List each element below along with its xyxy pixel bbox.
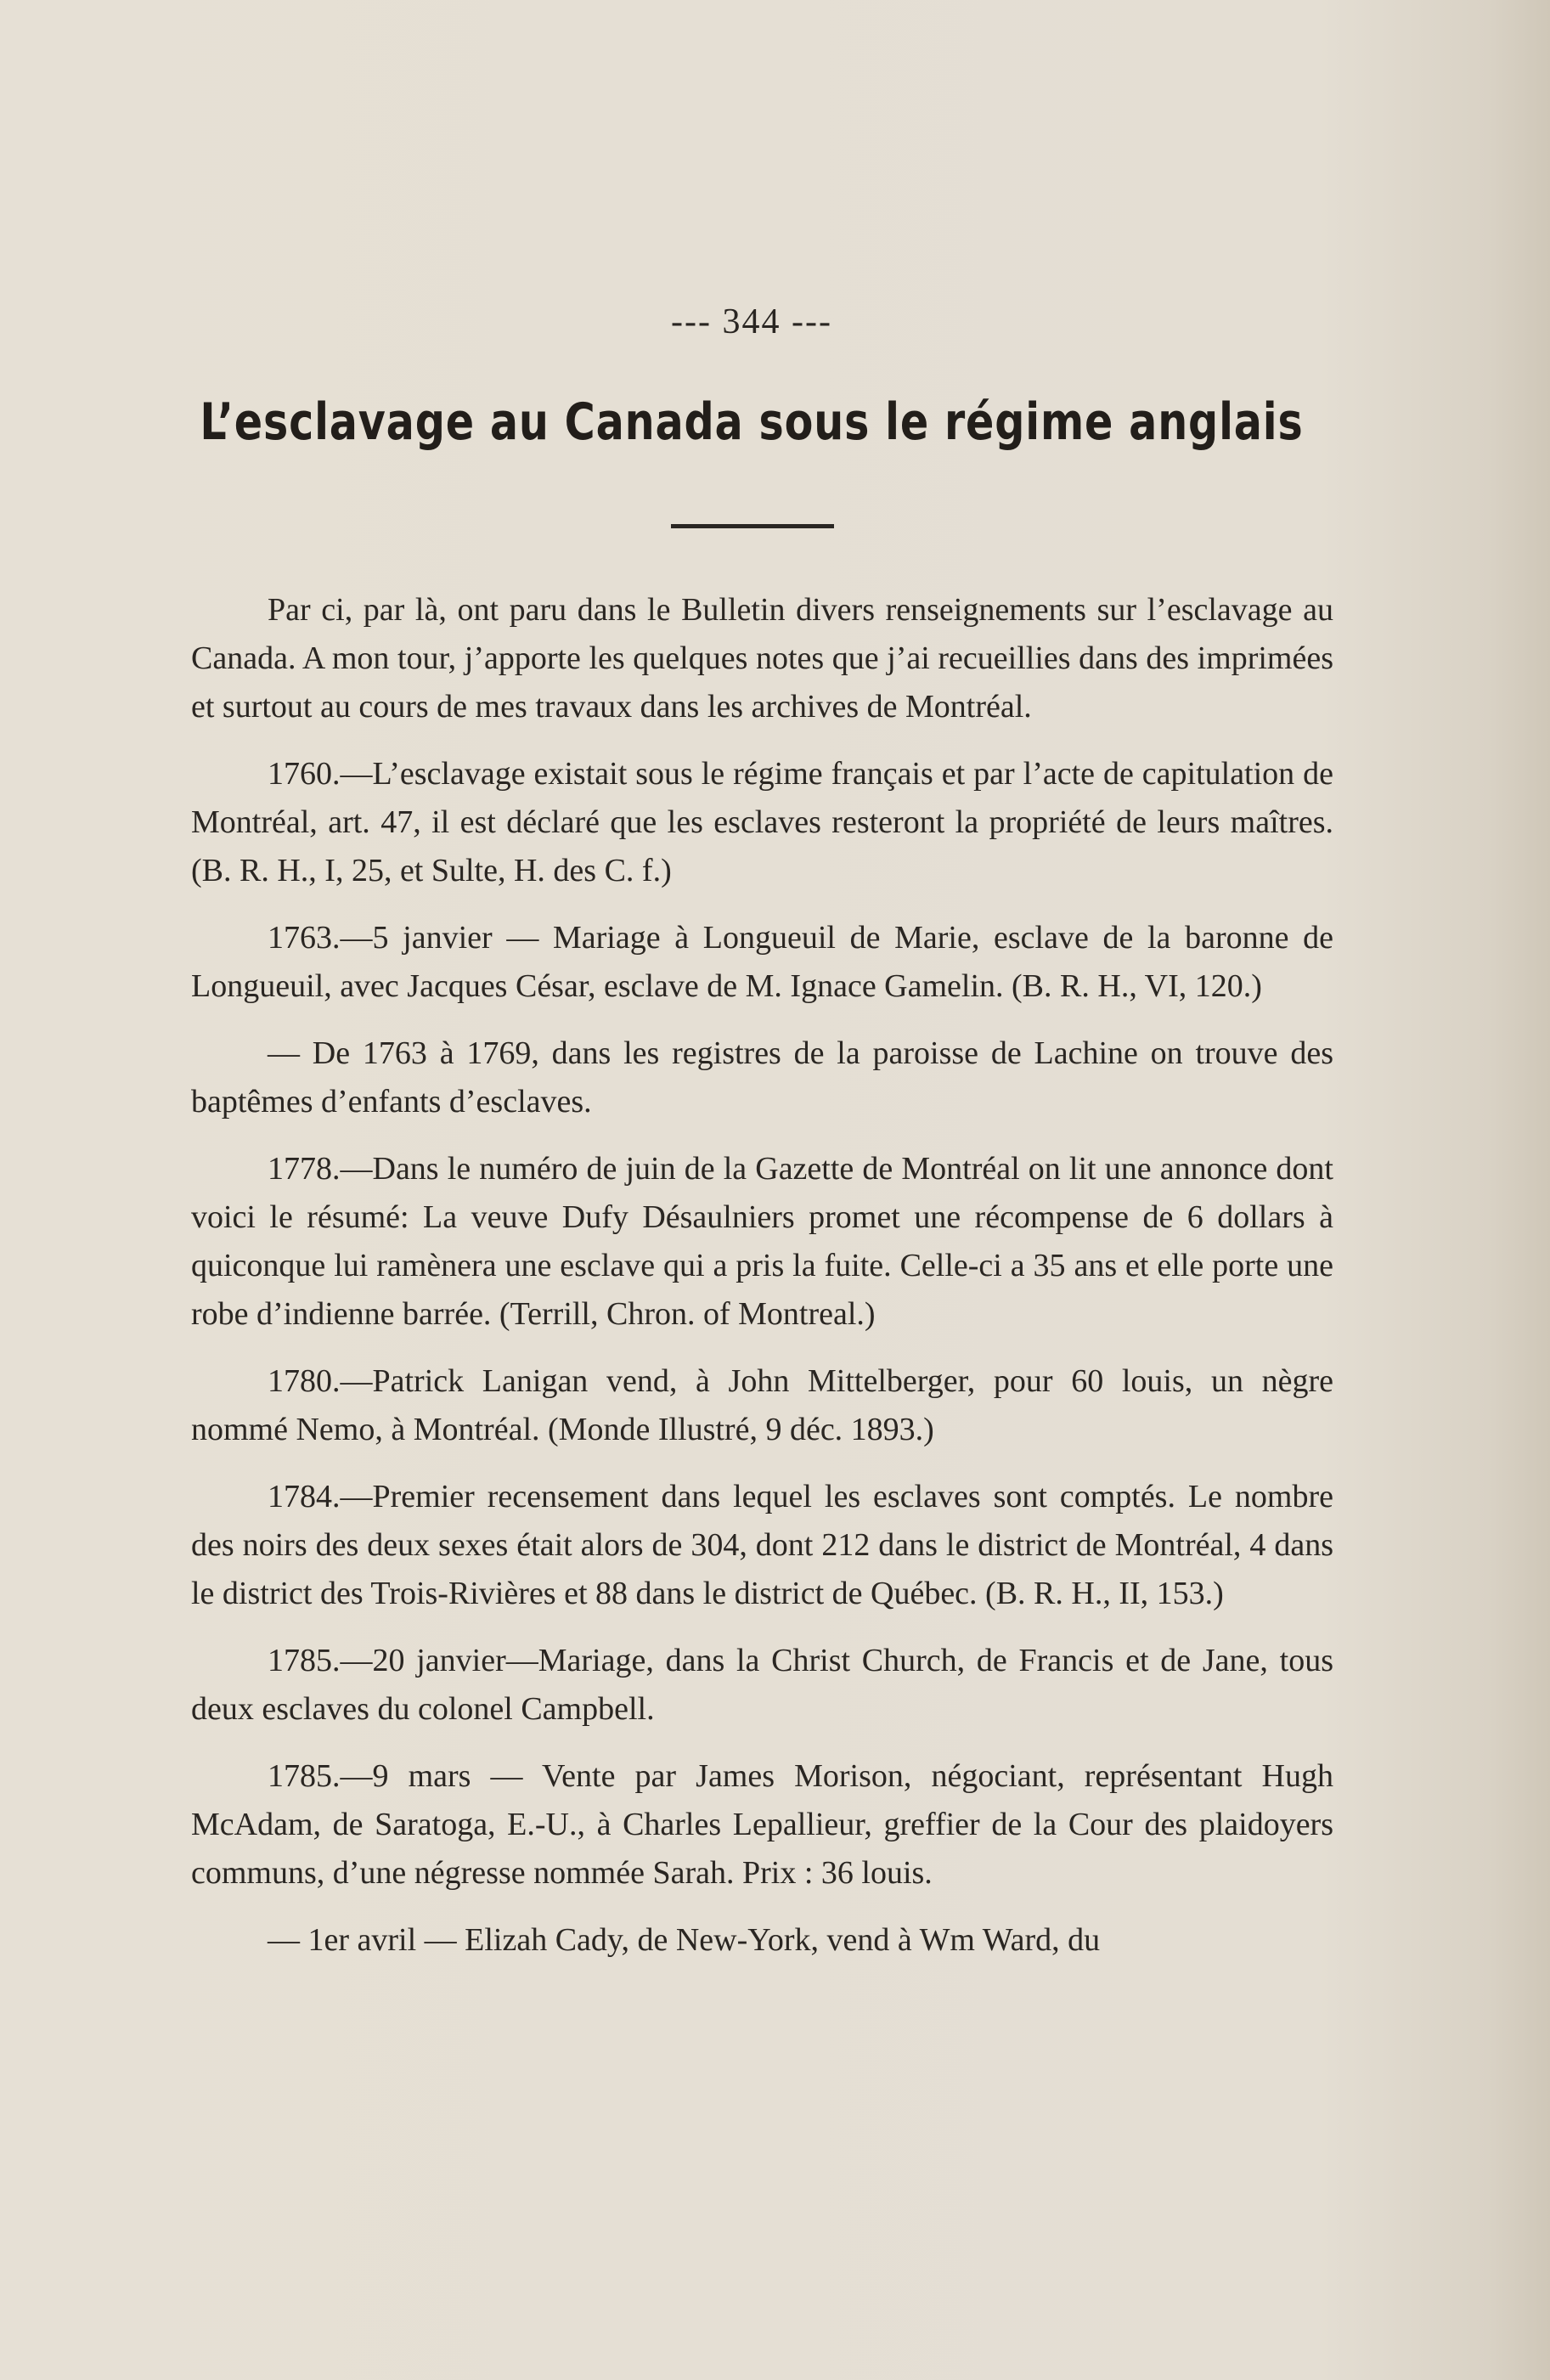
article-body (191, 586, 1333, 1983)
page-number: --- 344 --- (671, 302, 832, 341)
paragraph-1780: 1780.—Patrick Lanigan vend, à John Mittelberger, pour 60 louis, un nègre nommé Nemo, à Montréal. (Monde Illustré, 9 déc. 1893.) (191, 1363, 1333, 1447)
paragraph-1763: 1763.—5 janvier — Mariage à Longueuil de Marie, esclave de la baronne de Longueuil, avec Jacques César, esclave de M. Ignace Gamelin. (B. R. H., VI, 120.) (191, 920, 1333, 1004)
paragraph-1760: 1760.—L’esclavage existait sous le régime français et par l’acte de capitulation de Montréal, art. 47, il est déclaré que les esclaves resteront la propriété de leurs maîtres. (B. R. H., I, 25, et Sulte, H. des C. f.) (191, 756, 1333, 888)
paragraph-1778: 1778.—Dans le numéro de juin de la Gazette de Montréal on lit une annonce dont voici le résumé: La veuve Dufy Désaulniers promet une récompense de 6 dollars à quiconque lui ramènera une esclave qui a pris la fuite. Celle-ci a 35 ans et elle porte une robe d’indienne barrée. (Terrill, Chron. of Montreal.) (191, 1151, 1333, 1332)
paragraph-1763-1769: — De 1763 à 1769, dans les registres de la paroisse de Lachine on trouve des baptêmes d’enfants d’esclaves. (191, 1035, 1333, 1120)
article-title: L’esclavage au Canada sous le régime anglais (200, 392, 1304, 452)
paragraph-1785-mars: 1785.—9 mars — Vente par James Morison, négociant, représentant Hugh McAdam, de Saratoga, E.-U., à Charles Lepallieur, greffier de la Cour des plaidoyers communs, d’une négresse nommée Sarah. Prix : 36 louis. (191, 1758, 1333, 1891)
paragraph-1785-avril: — 1er avril — Elizah Cady, de New-York, vend à Wm Ward, du (268, 1922, 1101, 1958)
title-divider (671, 524, 834, 528)
paragraph-1785-janvier: 1785.—20 janvier—Mariage, dans la Christ Church, de Francis et de Jane, tous deux esclaves du colonel Campbell. (191, 1643, 1333, 1727)
paragraph-1784: 1784.—Premier recensement dans lequel les esclaves sont comptés. Le nombre des noirs des deux sexes était alors de 304, dont 212 dans le district de Montréal, 4 dans le district des Trois-Rivières et 88 dans le district de Québec. (B. R. H., II, 153.) (191, 1479, 1333, 1611)
paragraph-intro: Par ci, par là, ont paru dans le Bulletin divers renseignements sur l’esclavage au Canada. A mon tour, j’apporte les quelques notes que j’ai recueillies dans des imprimées et surtout au cours de mes travaux dans les archives de Montréal. (191, 592, 1333, 725)
